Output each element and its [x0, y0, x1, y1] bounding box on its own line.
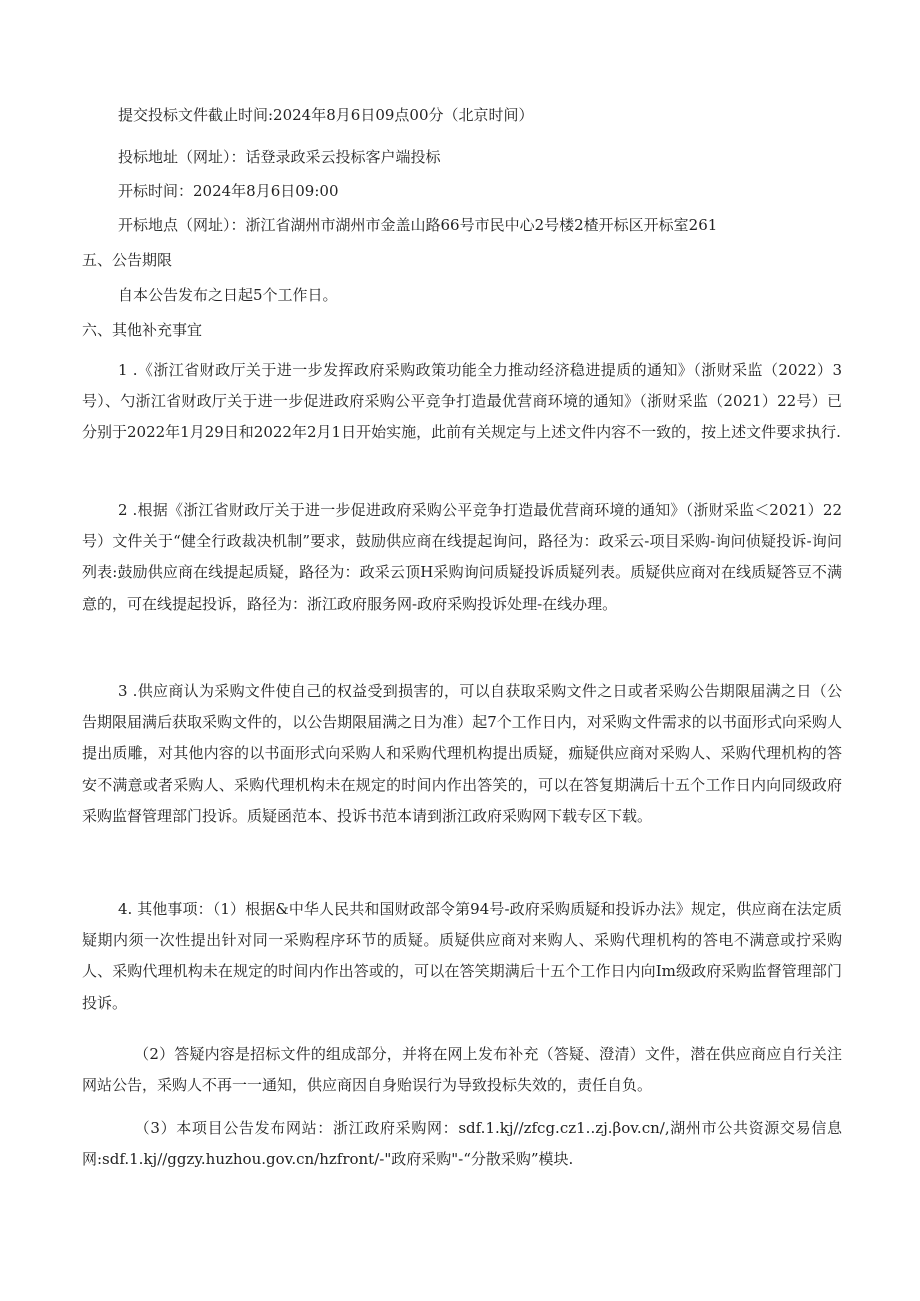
item-text: （2）答疑内容是招标文件的组成部分，并将在网上发布补充（答疑、澄清）文件，潜在供应商应自行关注网站公告，采购人不再一一通知，供应商因自身贻误行为导致投标失效的，责任自负。 [82, 1045, 842, 1095]
bid-deadline: 提交投标文件截止时间:2024年8月6日09点00分（北京时间） [118, 106, 534, 124]
section6-item-3 [82, 676, 842, 832]
section5-text: 自本公告发布之日起5个工作日。 [118, 286, 338, 304]
item-text: 2 .根据《浙江省财政厅关于进一步促进政府采购公平竞争打造最优营商环境的通知》（浙财采监＜2021）22号）文件关于“健全行政裁决机制”要求，鼓励供应商在线提起询问，路径为：政采云-项目采购-询问侦疑投诉-询问列表:鼓励供应商在线提起质疑，路径为：政采云顶H采购询问质疑投诉质疑列表。质疑供应商对在线质疑答豆不满意的，可在线提起投诉，路径为：浙江政府服务网-政府采购投诉处理-在线办理。 [82, 501, 842, 613]
section6-item-4-2 [82, 1039, 842, 1101]
item-text: 1 .《浙江省财政厅关于进一步发挥政府采购政策功能全力推动经济稳进提质的通知》（浙财采监（2022）3号）、勺浙江省财政厅关于进一步促进政府采购公平竞争打造最优营商环境的通知》（浙财采监（2021）22号）已分别于2022年1月29日和2022年2月1日开始实施，此前有关规定与上述文件内容不一致的，按上述文件要求执行. [82, 361, 842, 442]
section6-heading: 六、其他补充事宜 [82, 321, 203, 339]
item-text: 4. 其他事项：（1）根据&中华人民共和国财政部令第94号-政府采购质疑和投诉办法》规定，供应商在法定质疑期内须一次性提出针对同一采购程序环节的质疑。质疑供应商对来购人、采购代理机构的答电不满意或拧采购人、采购代理机构未在规定的时间内作出答或的，可以在答笑期满后十五个工作日内向Im级政府采购监督管理部门投诉。 [82, 900, 842, 1012]
bid-open-place: 开标地点（网址）：浙江省湖州市湖州市金盖山路66号市民中心2号楼2楂开标区开标室261 [118, 216, 718, 234]
item-text: 3 .供应商认为采购文件使自己的权益受到损害的，可以自获取采购文件之日或者采购公告期限届满之日（公告期限届满后获取采购文件的，以公告期限届满之日为准）起7个工作日内，对采购文件需求的以书面形式向采购人提出质雕，对其他内容的以书面形式向采购人和采购代理机构提出质疑，痂疑供应商对采购人、采购代理机构的答安不满意或者采购人、采购代理机构未在规定的时间内作出答笑的，可以在答复期满后十五个工作日内向同级政府采购监督管理部门投诉。质疑函范本、投诉书范本请到浙江政府采购网下载专区下载。 [82, 682, 842, 825]
bid-address: 投标地址（网址）：话登录政采云投标客户端投标 [118, 148, 441, 166]
item-text: （3）本项目公告发布网站：浙江政府采购网：sdf.1.kj∕∕zfcg.cz1..zj.βov.cn∕,湖州市公共资源交易信息网:sdf.1.kj∕∕ggzy.huzhou.gov.cn∕hzfront∕-"政府采购"-“分散采购”模块. [82, 1119, 842, 1169]
section5-heading: 五、公告期限 [82, 251, 173, 269]
section6-item-4 [82, 894, 842, 1019]
section6-item-1 [82, 355, 842, 449]
section6-item-2 [82, 495, 842, 620]
section6-item-4-3 [82, 1113, 842, 1175]
bid-open-time: 开标时间：2024年8月6日09:00 [118, 182, 339, 200]
